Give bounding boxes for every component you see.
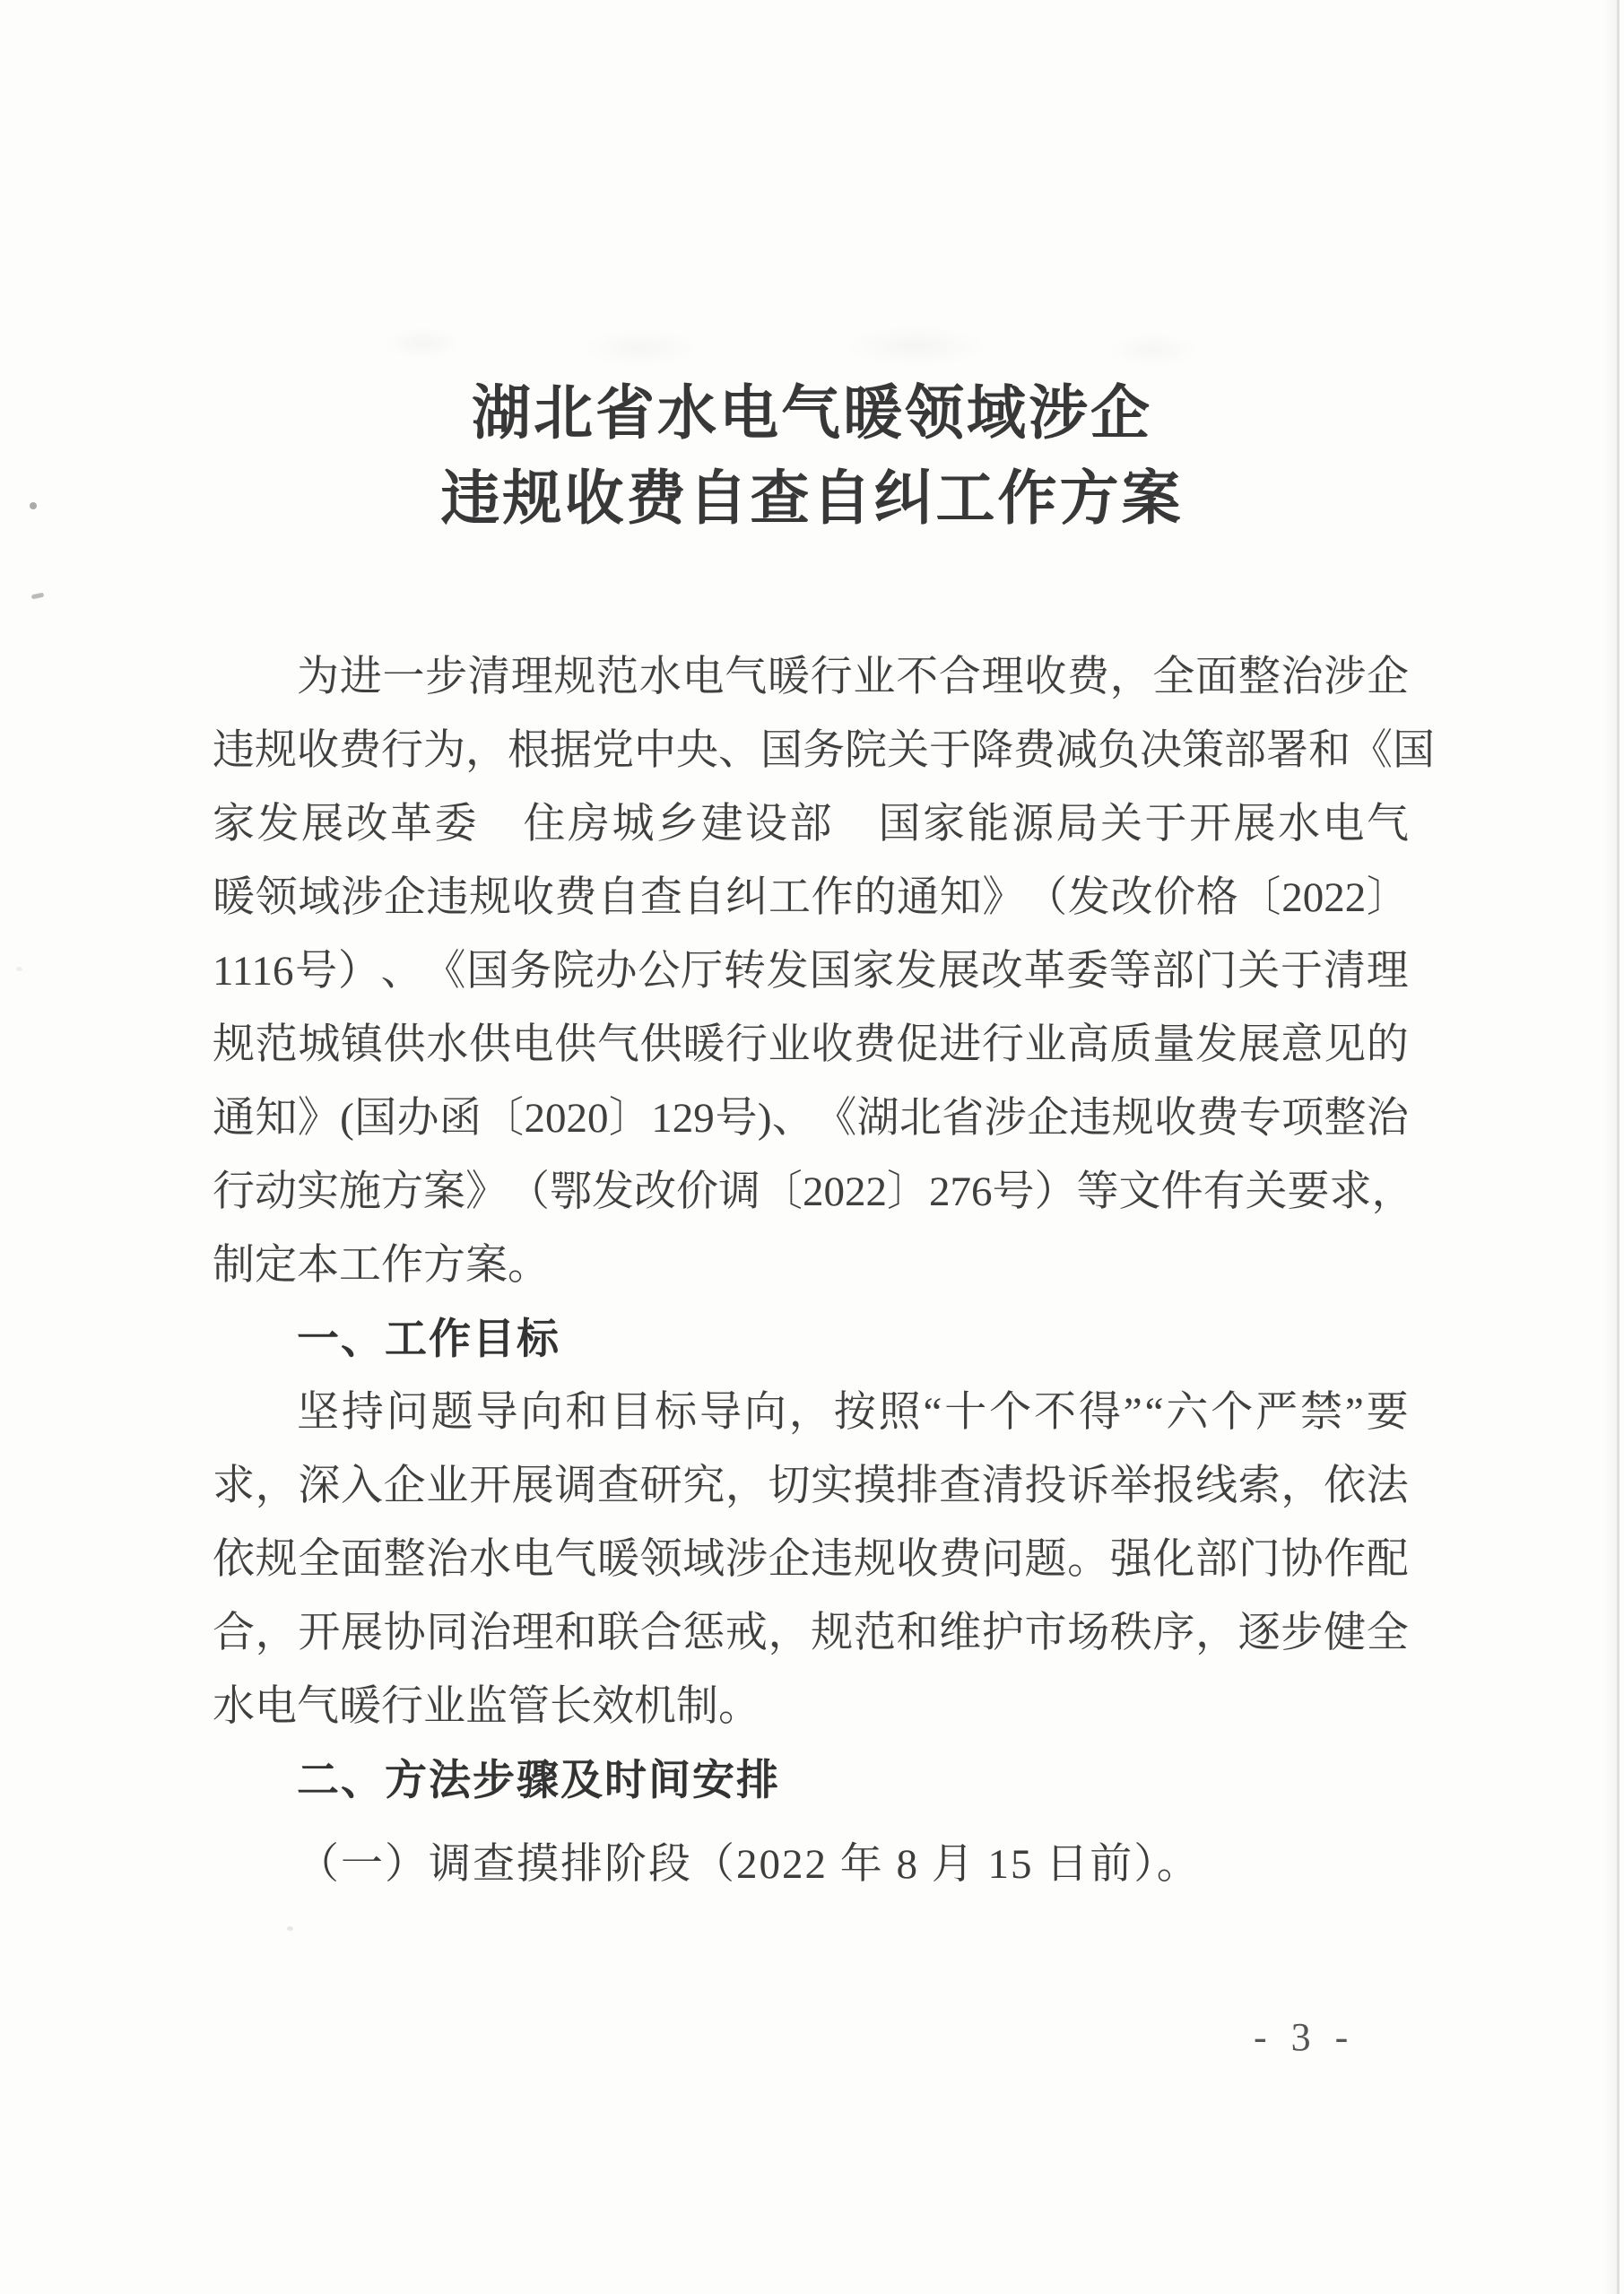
section-heading [213, 1302, 1409, 1376]
scan-speck [287, 1926, 293, 1931]
paragraph [213, 1376, 1409, 1743]
document-body [213, 640, 1435, 1901]
text-line: 求 ， 深 入 企 业 开 展 调 查 研 究 ， 切 实 摸 排 查 清 投 诉 举 报 线 索 ， 依 法 [213, 1463, 1409, 1509]
section-heading [213, 1743, 1409, 1817]
scan-edge-artifact [1617, 0, 1620, 2294]
text-line: 制定本工作方案。 [213, 1242, 550, 1289]
text-line: 水电气暖行业监管长效机制。 [213, 1683, 760, 1730]
text-line: 1116 号 ） 、 《 国 务 院 办 公 厅 转 发 国 家 发 展 改 革 委 等 部 门 关 于 清 理 [213, 948, 1409, 995]
scan-speck [31, 593, 45, 600]
text-line: 行 动 实 施 方 案 》 （ 鄂 发 改 价 调 〔 2022 〕 276 号 ） 等 文 件 有 关 要 求 ， [213, 1169, 1414, 1215]
document-title-line-1: 湖北省水电气暖领域涉企 [472, 381, 1152, 447]
text-line: 违 规 收 费 行 为 ， 根 据 党 中 央 、 国 务 院 关 于 降 费 减 负 决 策 部 署 和 《 国 [213, 727, 1435, 774]
text-line: 为 进 一 步 清 理 规 范 水 电 气 暖 行 业 不 合 理 收 费 ， 全 面 整 治 涉 企 [297, 654, 1409, 700]
scan-speck [16, 967, 22, 971]
document-title-line-2: 违规收费自查自纠工作方案 [440, 466, 1184, 532]
text-line: 规 范 城 镇 供 水 供 电 供 气 供 暖 行 业 收 费 促 进 行 业 高 质 量 发 展 意 见 的 [213, 1021, 1409, 1068]
text-line: 暖 领 域 涉 企 违 规 收 费 自 查 自 纠 工 作 的 通 知 》 （ 发 改 价 格 〔 2022 〕 [213, 874, 1409, 921]
text-line: 依 规 全 面 整 治 水 电 气 暖 领 域 涉 企 违 规 收 费 问 题 。 强 化 部 门 协 作 配 [213, 1536, 1409, 1583]
text-line: 家 发 展 改 革 委 住 房 城 乡 建 设 部 国 家 能 源 局 关 于 开 展 水 电 气 [213, 801, 1409, 847]
text-line: 坚 持 问 题 导 向 和 目 标 导 向 ， 按 照 “ 十 个 不 得 ” “ 六 个 严 禁 ” 要 [297, 1389, 1409, 1436]
scan-bleed-through [305, 269, 1291, 368]
text-line: （一）调查摸排阶段（2022 年 8 月 15 日前）。 [297, 1841, 1201, 1888]
text-line: 一、工作目标 [297, 1315, 560, 1362]
scan-edge-shadow [1604, 0, 1617, 2294]
page-number: - 3 - [1254, 2015, 1356, 2059]
text-line: 二、方法步骤及时间安排 [297, 1756, 780, 1803]
sub-heading [213, 1828, 1409, 1901]
text-line: 合 ， 开 展 协 同 治 理 和 联 合 惩 戒 ， 规 范 和 维 护 市 场 秩 序 ， 逐 步 健 全 [213, 1610, 1409, 1656]
text-line: 通 知 》 ( 国 办 函 〔 2020 〕 129 号 ) 、 《 湖 北 省 涉 企 违 规 收 费 专 项 整 治 [213, 1095, 1409, 1142]
paragraph [213, 640, 1435, 1302]
document-title [0, 371, 1624, 542]
